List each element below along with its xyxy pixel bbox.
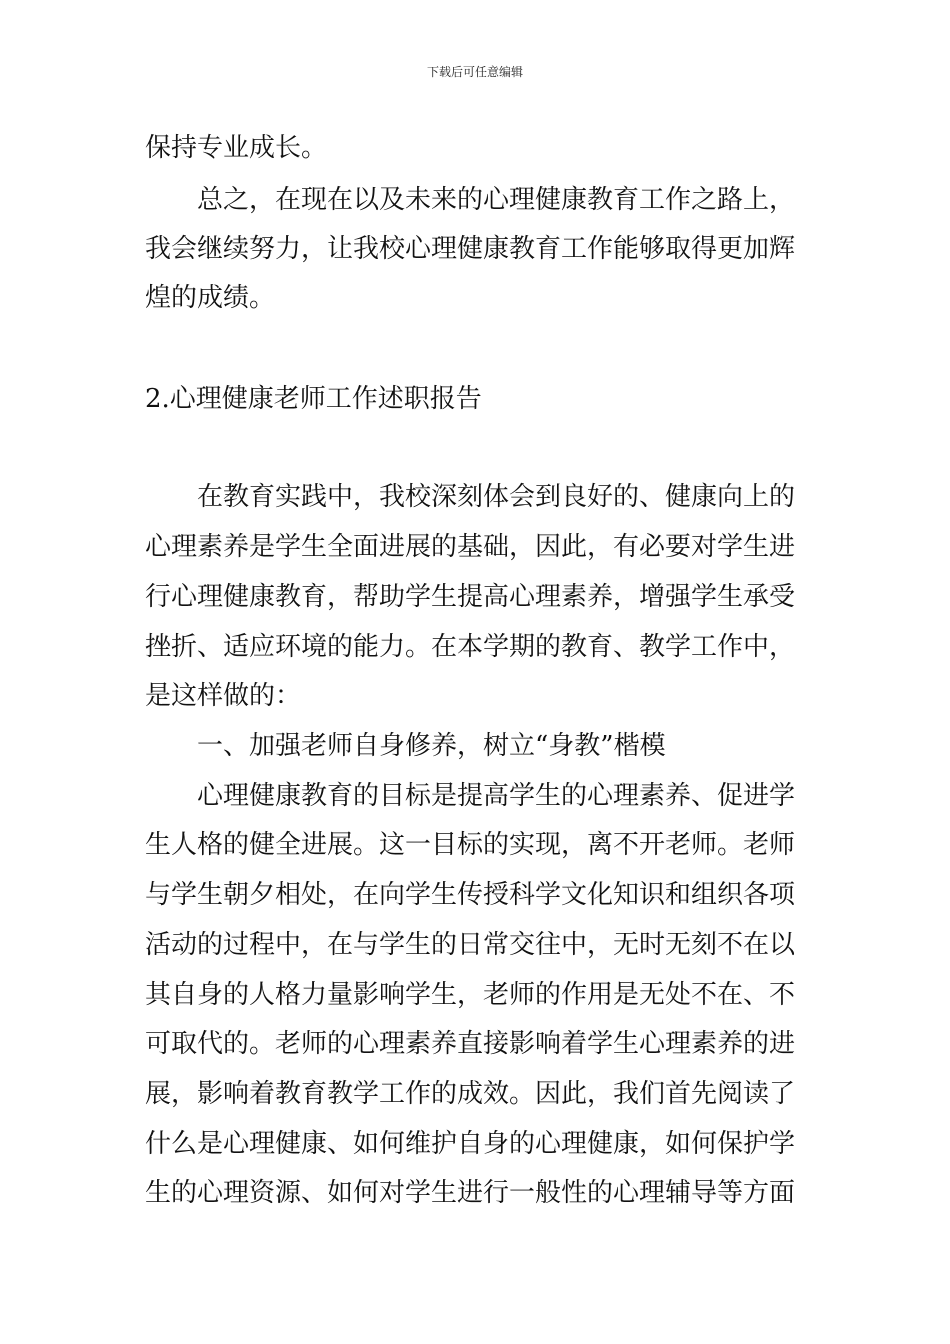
paragraph-line: 活动的过程中，在与学生的日常交往中，无时无刻不在以 bbox=[145, 930, 796, 960]
section-heading: 2.心理健康老师工作述职报告 bbox=[145, 384, 482, 414]
subsection-title: 一、加强老师自身修养，树立“身教”楷模 bbox=[197, 731, 666, 761]
paragraph-line: 生人格的健全进展。这一目标的实现，离不开老师。老师 bbox=[145, 830, 796, 860]
paragraph-line: 煌的成绩。 bbox=[145, 283, 276, 313]
paragraph-line: 行心理健康教育，帮助学生提高心理素养，增强学生承受 bbox=[145, 582, 796, 612]
paragraph-line: 展，影响着教育教学工作的成效。因此，我们首先阅读了 bbox=[145, 1079, 796, 1109]
paragraph-line: 在教育实践中，我校深刻体会到良好的、健康向上的 bbox=[197, 482, 796, 512]
paragraph-line: 心理素养是学生全面进展的基础，因此，有必要对学生进 bbox=[145, 532, 796, 562]
paragraph-line: 我会继续努力，让我校心理健康教育工作能够取得更加辉 bbox=[145, 234, 796, 264]
paragraph-line: 生的心理资源、如何对学生进行一般性的心理辅导等方面 bbox=[145, 1178, 796, 1208]
paragraph-line: 心理健康教育的目标是提高学生的心理素养、促进学 bbox=[197, 781, 796, 811]
paragraph-line: 保持专业成长。 bbox=[145, 133, 328, 163]
paragraph-line: 是这样做的： bbox=[145, 681, 302, 711]
page-header: 下载后可任意编辑 bbox=[426, 65, 523, 79]
paragraph-line: 其自身的人格力量影响学生，老师的作用是无处不在、不 bbox=[145, 980, 796, 1010]
paragraph-line: 什么是心理健康、如何维护自身的心理健康，如何保护学 bbox=[145, 1129, 796, 1159]
paragraph-line: 可取代的。老师的心理素养直接影响着学生心理素养的进 bbox=[145, 1029, 796, 1059]
paragraph-line: 挫折、适应环境的能力。在本学期的教育、教学工作中， bbox=[145, 632, 796, 662]
paragraph-line: 与学生朝夕相处，在向学生传授科学文化知识和组织各项 bbox=[145, 880, 796, 910]
paragraph-line: 总之，在现在以及未来的心理健康教育工作之路上， bbox=[197, 185, 796, 215]
